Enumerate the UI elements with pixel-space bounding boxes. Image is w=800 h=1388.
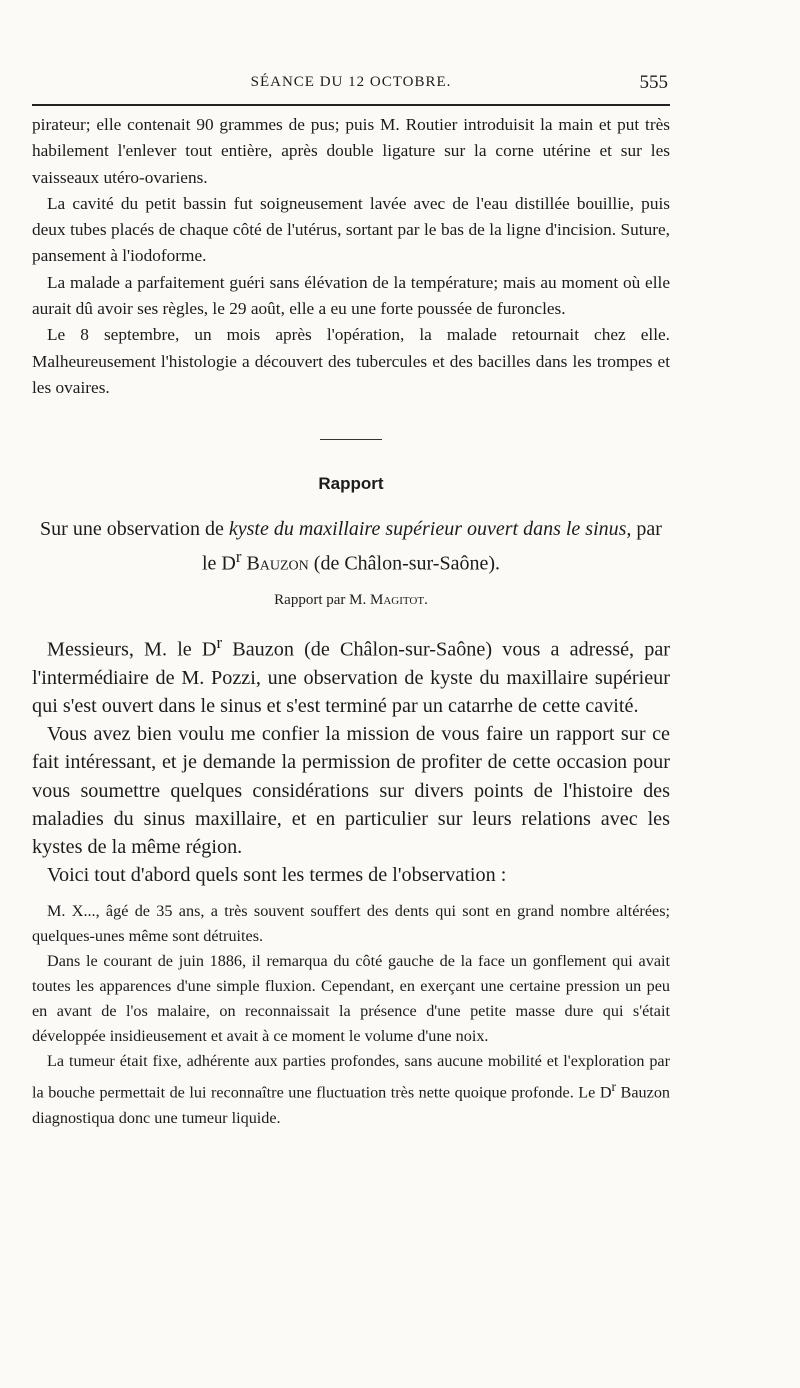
- subject-by: par le D: [202, 518, 662, 575]
- report-subject: [32, 516, 670, 578]
- paragraph: Voici tout d'abord quels sont les termes de l'observation :: [47, 864, 507, 887]
- paragraph: [32, 629, 670, 720]
- reporter-prefix: Rapport par M.: [274, 591, 370, 608]
- page-number: 555: [639, 72, 668, 93]
- observation-p3-sup: r: [611, 1079, 617, 1095]
- reporter-suffix: .: [424, 591, 428, 608]
- subject-sup: r: [235, 547, 242, 567]
- paragraph: Dans le courant de juin 1886, il remarqua du côté gauche de la face un gonflement qui avait toutes les apparences d'une simple fluxion. Cependant, en exerçant une certaine pression un peu en avant de l'os malaire, on reconnaissait la présence d'une petite masse dure qui s'était développée insidieusement et avait à ce moment le volume d'une noix.: [32, 952, 670, 1046]
- paragraph: La cavité du petit bassin fut soigneusement lavée avec de l'eau distillée bouillie, puis deux tubes placés de chaque côté de l'utérus, sortant par le bas de la ligne d'incision. Suture, pansement à l'iodoforme.: [32, 193, 670, 266]
- subject-suffix: (de Châlon-sur-Saône).: [308, 552, 500, 575]
- reporter-line: [32, 592, 670, 609]
- paragraph: Le 8 septembre, un mois après l'opération, la malade retournait chez elle. Malheureusement l'histologie a découvert des tubercules et des bacilles dans les trompes et les ovaires.: [32, 325, 670, 397]
- observation-p3-a: La tumeur était fixe, adhérente aux parties profondes, sans aucune mobilité et l'exploration par la bouche permettait de lui reconnaître une fluctuation très nette quoique profonde. Le D: [32, 1052, 670, 1102]
- paragraph: [32, 1049, 670, 1130]
- reporter-name: Magitot: [370, 591, 425, 608]
- paragraph: Vous avez bien voulu me confier la mission de vous faire un rapport sur ce fait intéressant, et je demande la permission de profiter de cette occasion pour vous soumettre quelques considérations sur divers points de l'histoire des maladies du sinus maxillaire, et en particulier sur leurs relations avec les kystes de la même région.: [32, 723, 670, 859]
- observation-body: [32, 899, 670, 1130]
- report-body: [32, 629, 670, 890]
- subject-italic: kyste du maxillaire supérieur ouvert dans le sinus,: [228, 518, 632, 541]
- section-title: Rapport: [318, 474, 384, 494]
- page: [32, 70, 670, 1131]
- report-p1-b: Bauzon (de Châlon-sur-Saône) vous a adressé, par l'intermédiaire de M. Pozzi, une observation de kyste du maxillaire supérieur qui s'est ouvert dans le sinus et s'est terminé par un catarrhe de cette cavité.: [32, 638, 670, 718]
- paragraph: M. X..., âgé de 35 ans, a très souvent souffert des dents qui sont en grand nombre altérées; quelques-unes même sont détruites.: [32, 902, 670, 946]
- subject-prefix: Sur une observation de: [40, 518, 229, 541]
- paragraph: pirateur; elle contenait 90 grammes de pus; puis M. Routier introduisit la main et put très habilement l'enlever tout entière, après double ligature sur la corne utérine et sur les vaisseaux utéro-ovariens.: [32, 115, 670, 187]
- observation-p3-b: Bauzon diagnostiqua donc une tumeur liquide.: [32, 1083, 671, 1127]
- section-separator: [320, 439, 382, 440]
- running-head-title: SÉANCE DU 12 OCTOBRE.: [250, 74, 452, 90]
- case-continuation: [32, 112, 670, 401]
- header-rule: [32, 104, 670, 106]
- report-p1-a: Messieurs, M. le D: [47, 638, 217, 661]
- running-head: [32, 70, 670, 104]
- report-p1-sup: r: [216, 632, 223, 652]
- subject-author: Bauzon: [241, 552, 309, 575]
- paragraph: La malade a parfaitement guéri sans élévation de la température; mais au moment où elle aurait dû avoir ses règles, le 29 août, elle a eu une forte poussée de furoncles.: [32, 272, 670, 319]
